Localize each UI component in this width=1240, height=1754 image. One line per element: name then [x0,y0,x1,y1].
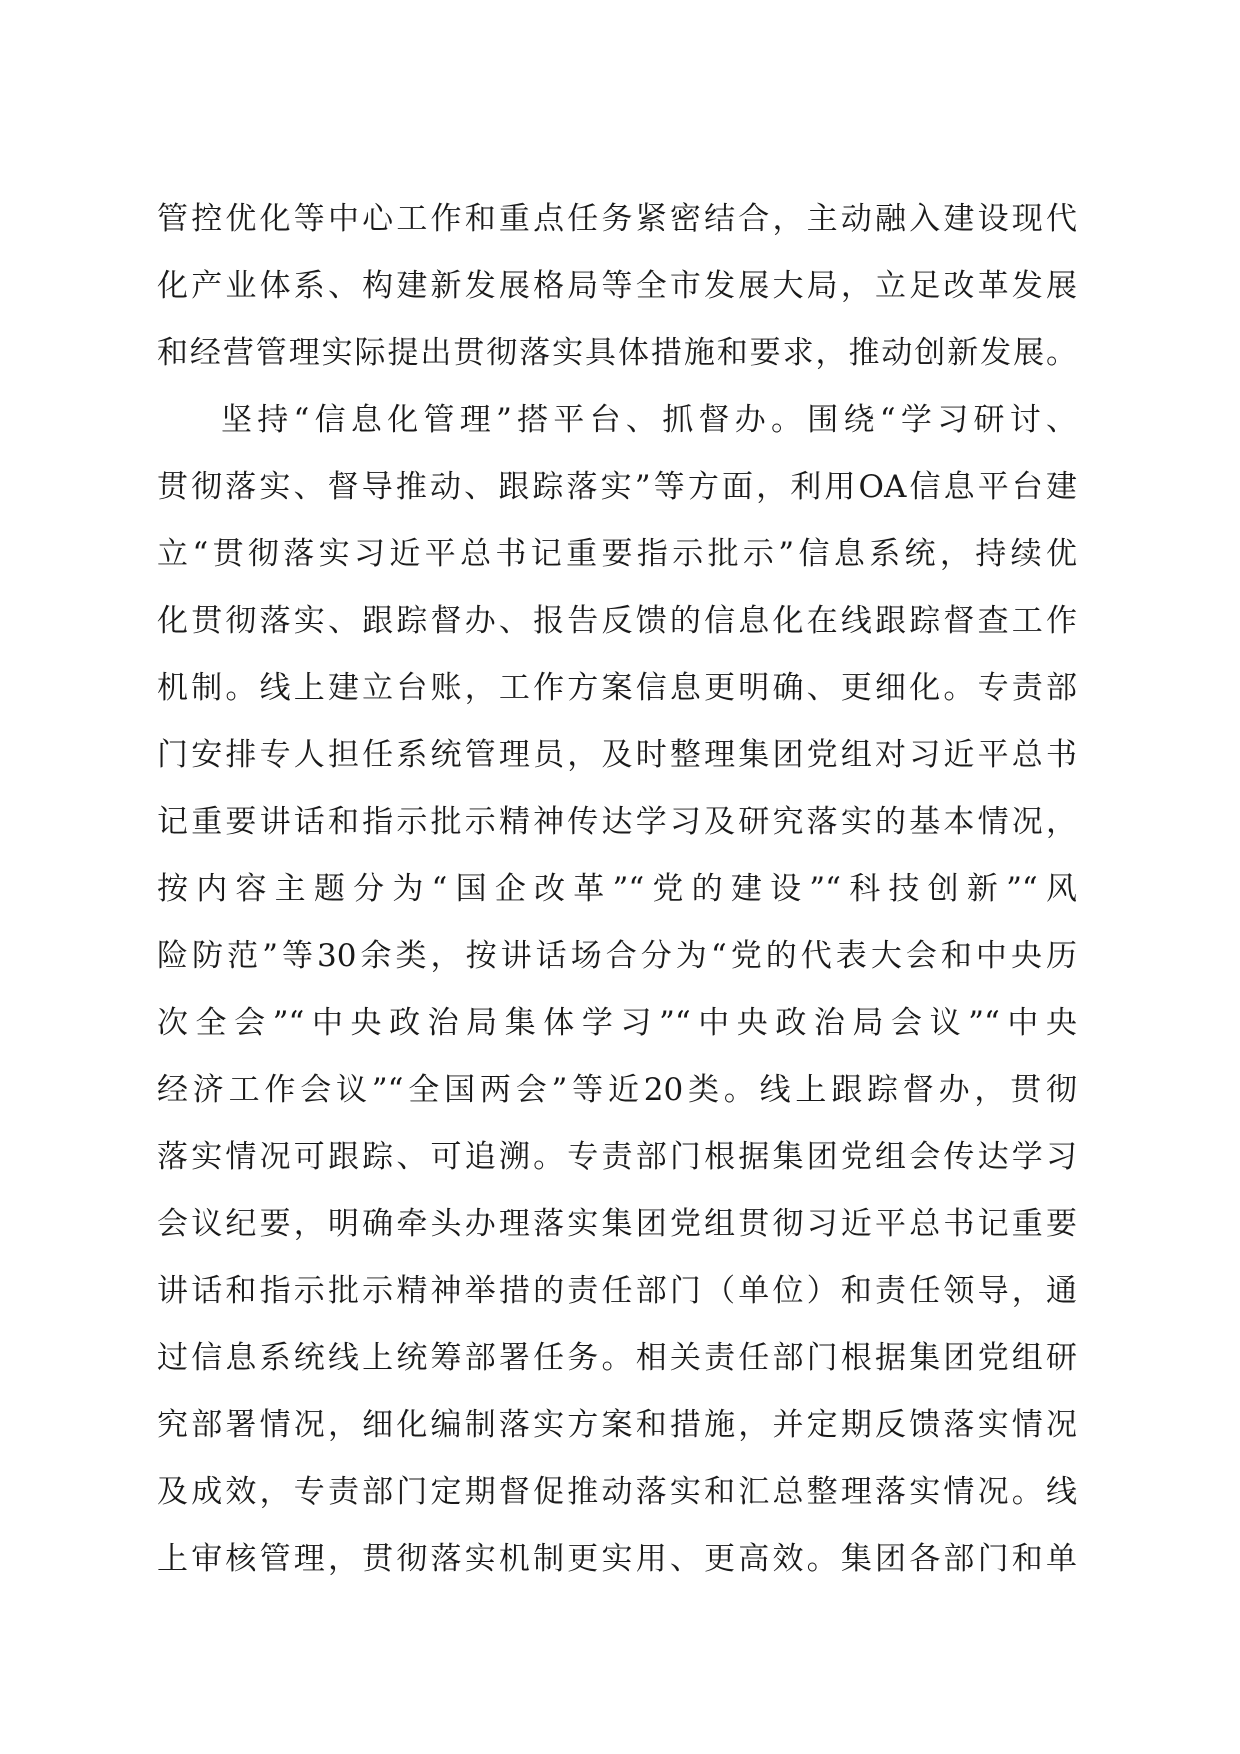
paragraph-start-line: 坚持“信息化管理”搭平台、抓督办。围绕“学习研讨、 [221,402,1077,438]
text-line: 讲话和指示批示精神举措的责任部门（单位）和责任领导，通 [157,1273,1077,1309]
text-line: 按内容主题分为“国企改革”“党的建设”“科技创新”“风 [157,871,1077,907]
text-line: 及成效，专责部门定期督促推动落实和汇总整理落实情况。线 [157,1474,1077,1510]
text-line: 落实情况可跟踪、可追溯。专责部门根据集团党组会传达学习 [157,1139,1077,1175]
text-line: 和经营管理实际提出贯彻落实具体措施和要求，推动创新发展。 [157,335,1077,371]
text-line: 次全会”“中央政治局集体学习”“中央政治局会议”“中央 [157,1005,1077,1041]
text-line: 过信息系统线上统筹部署任务。相关责任部门根据集团党组研 [157,1340,1077,1376]
text-line: 究部署情况，细化编制落实方案和措施，并定期反馈落实情况 [157,1407,1077,1443]
text-line: 门安排专人担任系统管理员，及时整理集团党组对习近平总书 [157,737,1077,773]
text-line: 贯彻落实、督导推动、跟踪落实”等方面，利用OA信息平台建 [157,469,1077,505]
text-line: 上审核管理，贯彻落实机制更实用、更高效。集团各部门和单 [157,1541,1077,1577]
text-line: 化贯彻落实、跟踪督办、报告反馈的信息化在线跟踪督查工作 [157,603,1077,639]
text-line: 险防范”等30余类，按讲话场合分为“党的代表大会和中央历 [157,938,1077,974]
text-line: 会议纪要，明确牵头办理落实集团党组贯彻习近平总书记重要 [157,1206,1077,1242]
text-line: 化产业体系、构建新发展格局等全市发展大局，立足改革发展 [157,268,1077,304]
text-line: 记重要讲话和指示批示精神传达学习及研究落实的基本情况， [157,804,1077,840]
text-line: 经济工作会议”“全国两会”等近20类。线上跟踪督办，贯彻 [157,1072,1077,1108]
body-text [157,186,1077,1593]
text-line: 管控优化等中心工作和重点任务紧密结合，主动融入建设现代 [157,201,1077,237]
text-line: 机制。线上建立台账，工作方案信息更明确、更细化。专责部 [157,670,1077,706]
text-line: 立“贯彻落实习近平总书记重要指示批示”信息系统，持续优 [157,536,1077,572]
